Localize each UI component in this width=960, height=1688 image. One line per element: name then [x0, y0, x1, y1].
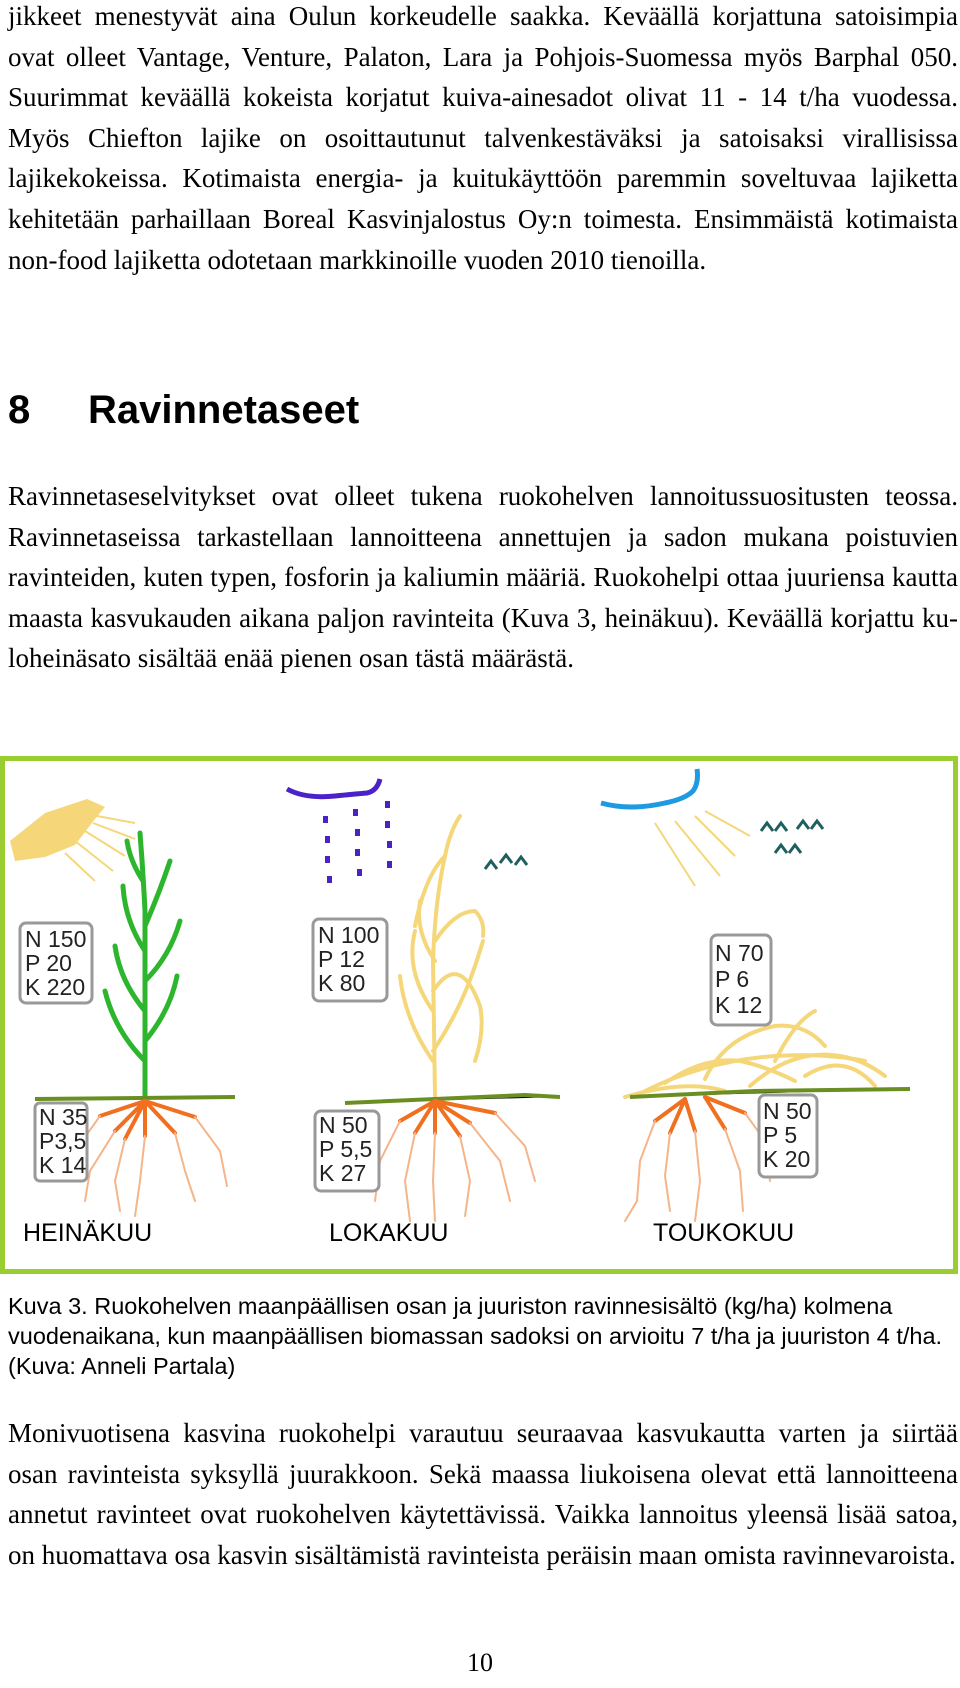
cold-cloud-icon: [601, 769, 698, 807]
may-above-p: P 6: [715, 966, 750, 992]
panel-may: [601, 769, 910, 1247]
panel-october: [287, 779, 560, 1247]
month-label-october: LOKAKUU: [329, 1219, 449, 1247]
nutrient-figure: [0, 756, 958, 1274]
soil-line-october: [345, 1095, 560, 1103]
nutrient-illustration: [5, 761, 953, 1269]
october-below-k: K 27: [319, 1160, 367, 1186]
dry-plant-october: [400, 816, 483, 1096]
sun-icon: [10, 799, 105, 861]
october-above-k: K 80: [318, 970, 366, 996]
may-above-n: N 70: [715, 940, 764, 966]
july-below-p: P3,5: [39, 1128, 87, 1154]
soil-line-july: [35, 1097, 235, 1099]
roots-october: [375, 1101, 535, 1221]
section-title: Ravinnetaseet: [88, 388, 360, 432]
month-label-may: TOUKOKUU: [653, 1219, 795, 1247]
october-above-p: P 12: [318, 946, 365, 972]
roots-may: [625, 1097, 770, 1221]
section-heading: [8, 388, 359, 433]
roots-july: [67, 1101, 227, 1216]
month-label-july: HEINÄKUU: [23, 1219, 153, 1247]
page-number: 10: [467, 1648, 493, 1677]
figure-caption: Kuva 3. Ruokohelven maanpäällisen osan ja juuriston ravinnesisältö (kg/ha) kolmena vuodenaikana, kun maanpäällisen biomassan sadoksi on arvioitu 7 t/ha ja juuriston 4 t/ha. (Kuva: Anneli Partala): [8, 1293, 943, 1379]
october-below-p: P 5,5: [319, 1136, 373, 1162]
panel-july: [10, 799, 235, 1247]
may-below-k: K 20: [763, 1146, 811, 1172]
october-below-n: N 50: [319, 1112, 368, 1138]
rain-cloud-icon: [287, 779, 380, 797]
october-above-n: N 100: [318, 922, 380, 948]
intro-paragraph: jikkeet menestyvät aina Oulun korkeudelle saakka. Keväällä korjattuna satoisimpia ovat olleet Vantage, Venture, Palaton, Lara ja Pohjois-Suomessa myös Barphal 050. Suurimmat keväällä kokeista korjatut kuiva-ainesadot olivat 11 - 14 t/ha vuodessa. Myös Chiefton lajike on osoittautunut talvenkestäväksi ja satoisaksi virallisissa lajikekokeissa. Kotimaista energia- ja kuitukäyttöön paremmin soveltuvaa lajiketta kehitetään parhaillaan Boreal Kasvinjalostus Oy:n toimesta. Ensimmäistä kotimaista non-food lajiketta odotetaan markkinoille vuoden 2010 tienoilla.: [8, 1, 958, 275]
closing-paragraph: Monivuotisena kasvina ruokohelpi varautuu seuraavaa kasvukautta varten ja siirtää osan ravinteista syksyllä juurakkoon. Sekä maassa liukoisena olevat että lannoitteena annetut ravinteet ovat ruokohelven käytettävissä. Vaikka lannoitus yleensä lisää satoa, on huomattava osa kasvin sisältämistä ravinteista peräisin maan omista ravinnevaroista.: [8, 1418, 958, 1570]
green-plant: [105, 833, 180, 1099]
may-above-k: K 12: [715, 992, 763, 1018]
birds-icon-may: [761, 821, 823, 853]
july-above-p: P 20: [25, 950, 72, 976]
may-below-p: P 5: [763, 1122, 798, 1148]
may-below-n: N 50: [763, 1098, 812, 1124]
july-above-n: N 150: [25, 926, 87, 952]
section-number: 8: [8, 388, 31, 432]
birds-icon: [485, 855, 527, 869]
sun-rays-faint: [655, 811, 750, 886]
section-paragraph: Ravinnetaseselvitykset ovat olleet tukena ruokohelven lannoitussuositusten teossa. Ravinnetaseissa tarkastellaan lannoitteena annettujen ja sadon mukana poistuvien ravinteiden, kuten typen, fosforin ja kaliumin määriä. Ruokohelpi ottaa juuriensa kautta maasta kasvukauden aikana paljon ravinteita (Kuva 3, heinäkuu). Keväällä korjattu kuloheinäsato sisältää enää pienen osan tästä määrästä.: [8, 481, 958, 674]
july-below-k: K 14: [39, 1152, 87, 1178]
july-below-n: N 35: [39, 1104, 88, 1130]
raindrops: [323, 801, 392, 883]
july-above-k: K 220: [25, 974, 86, 1000]
